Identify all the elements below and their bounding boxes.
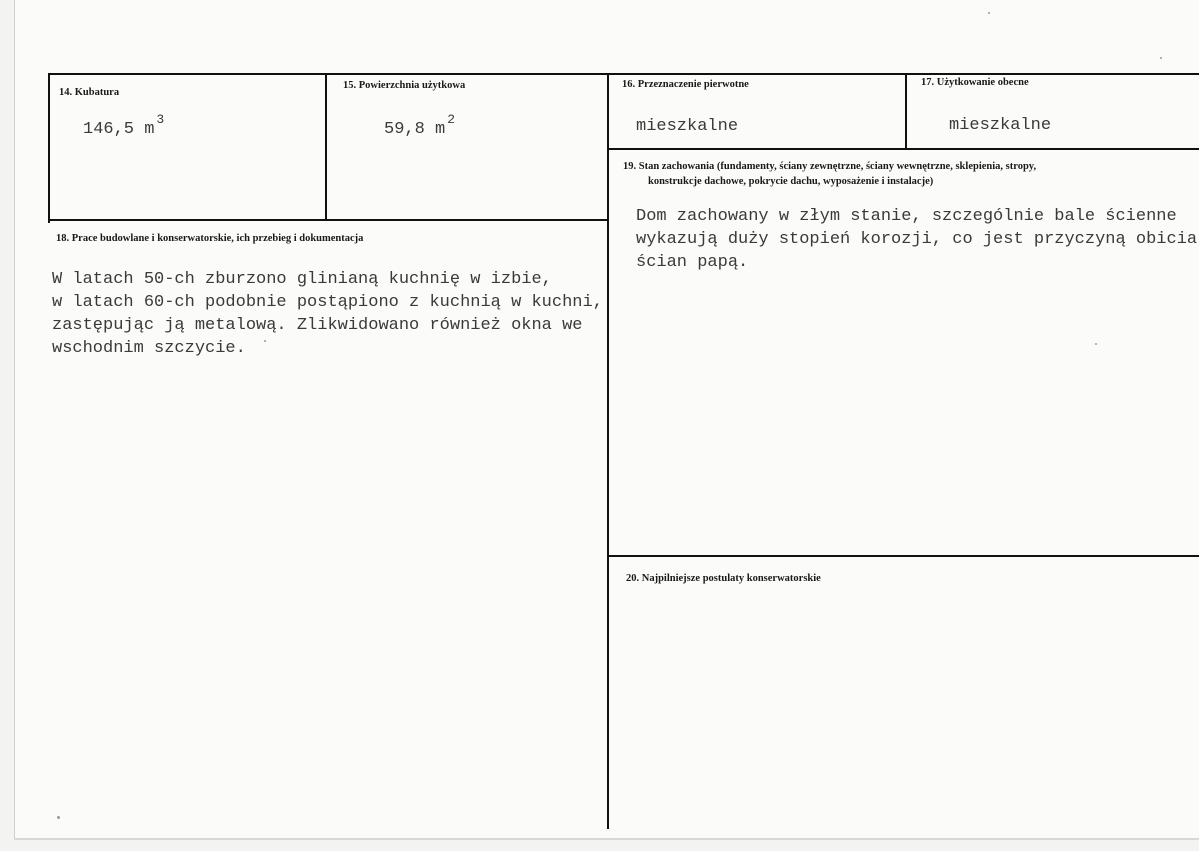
label-przeznaczenie: 16. Przeznaczenie pierwotne: [622, 79, 749, 90]
left-rule: [48, 73, 50, 223]
value-przeznaczenie: mieszkalne: [636, 117, 739, 136]
label-postulaty: 20. Najpilniejsze postulaty konserwatorskie: [626, 573, 821, 584]
text-line: w latach 60-ch podobnie postąpiono z kuchnią w kuchni,: [52, 293, 603, 312]
label-stan-zachowania-line2: konstrukcje dachowe, pokrycie dachu, wyposażenie i instalacje): [648, 176, 934, 187]
scan-speck: [988, 12, 990, 14]
rule-under-16-17: [607, 148, 1199, 150]
scan-speck: [264, 340, 266, 342]
value-uzytkowanie: mieszkalne: [949, 116, 1052, 135]
text-line: wykazują duży stopień korozji, co jest przyczyną obicia: [636, 230, 1198, 249]
text-stan-zachowania: [636, 205, 1197, 274]
divider-14-15: [325, 73, 327, 220]
text-line: ścian papą.: [636, 253, 749, 272]
value-powierzchnia-text: 59,8 m: [384, 120, 446, 139]
value-kubatura: [83, 112, 165, 139]
rule-under-14-15: [48, 219, 608, 221]
label-prace-budowlane: 18. Prace budowlane i konserwatorskie, ich przebieg i dokumentacja: [56, 233, 364, 244]
text-line: zastępując ją metalową. Zlikwidowano również okna we: [52, 316, 583, 335]
scan-speck: [1160, 57, 1162, 59]
value-kubatura-exponent: 3: [156, 112, 165, 127]
divider-15-16: [607, 73, 609, 829]
value-powierzchnia: [384, 112, 456, 139]
sheet-edge: [14, 838, 1199, 840]
text-line: W latach 50-ch zburzono glinianą kuchnię w izbie,: [52, 270, 552, 289]
label-kubatura: 14. Kubatura: [59, 87, 120, 98]
text-prace-budowlane: [52, 268, 603, 360]
label-powierzchnia: 15. Powierzchnia użytkowa: [343, 80, 466, 91]
rule-above-20: [607, 555, 1199, 557]
scan-speck: [57, 816, 60, 819]
text-line: wschodnim szczycie.: [52, 339, 246, 358]
text-line: Dom zachowany w złym stanie, szczególnie bale ścienne: [636, 207, 1177, 226]
value-kubatura-text: 146,5 m: [83, 120, 155, 139]
divider-16-17: [905, 73, 907, 149]
scan-speck: [1095, 343, 1097, 345]
label-stan-zachowania-line1: 19. Stan zachowania (fundamenty, ściany zewnętrzne, ściany wewnętrzne, sklepienia, stropy,: [623, 161, 1037, 172]
value-powierzchnia-exponent: 2: [447, 112, 456, 127]
label-uzytkowanie: 17. Użytkowanie obecne: [921, 77, 1029, 88]
